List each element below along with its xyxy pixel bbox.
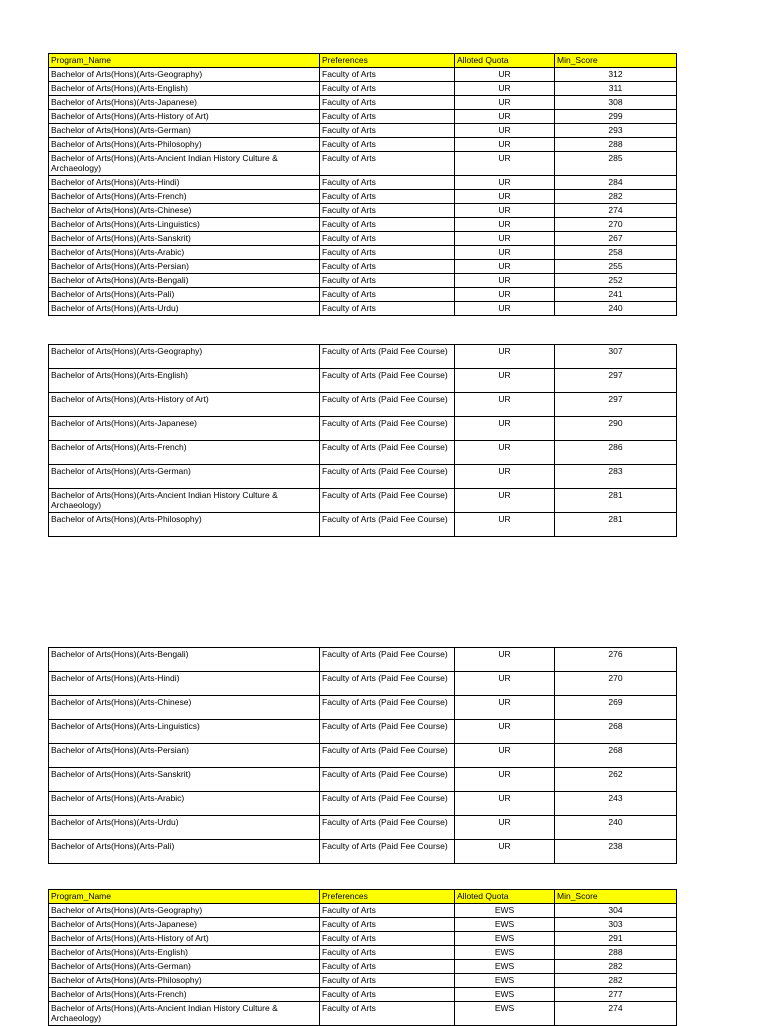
preferences-header: Preferences bbox=[320, 890, 455, 904]
table-row bbox=[49, 274, 677, 288]
alloted-quota-cell: EWS bbox=[455, 1002, 555, 1026]
table-row bbox=[49, 816, 677, 840]
min-score-cell: 276 bbox=[555, 648, 677, 672]
preferences-cell: Faculty of Arts bbox=[320, 82, 455, 96]
preferences-cell: Faculty of Arts bbox=[320, 138, 455, 152]
preferences-cell: Faculty of Arts (Paid Fee Course) bbox=[320, 369, 455, 393]
table-row bbox=[49, 465, 677, 489]
program-name-cell: Bachelor of Arts(Hons)(Arts-Ancient Indian History Culture & Archaeology) bbox=[49, 1002, 320, 1026]
table-row bbox=[49, 260, 677, 274]
table-row bbox=[49, 840, 677, 864]
preferences-cell: Faculty of Arts bbox=[320, 68, 455, 82]
program-name-cell: Bachelor of Arts(Hons)(Arts-Linguistics) bbox=[49, 218, 320, 232]
preferences-cell: Faculty of Arts (Paid Fee Course) bbox=[320, 513, 455, 537]
alloted-quota-cell: UR bbox=[455, 138, 555, 152]
alloted-quota-cell: UR bbox=[455, 302, 555, 316]
alloted-quota-cell: UR bbox=[455, 513, 555, 537]
alloted-quota-cell: EWS bbox=[455, 932, 555, 946]
table-row bbox=[49, 489, 677, 513]
preferences-cell: Faculty of Arts (Paid Fee Course) bbox=[320, 840, 455, 864]
preferences-cell: Faculty of Arts bbox=[320, 246, 455, 260]
program-name-cell: Bachelor of Arts(Hons)(Arts-German) bbox=[49, 465, 320, 489]
min-score-cell: 243 bbox=[555, 792, 677, 816]
program-name-cell: Bachelor of Arts(Hons)(Arts-French) bbox=[49, 190, 320, 204]
program-name-cell: Bachelor of Arts(Hons)(Arts-Philosophy) bbox=[49, 138, 320, 152]
program-name-cell: Bachelor of Arts(Hons)(Arts-Urdu) bbox=[49, 816, 320, 840]
min-score-cell: 262 bbox=[555, 768, 677, 792]
program-name-cell: Bachelor of Arts(Hons)(Arts-English) bbox=[49, 82, 320, 96]
table-row bbox=[49, 720, 677, 744]
preferences-cell: Faculty of Arts bbox=[320, 232, 455, 246]
alloted-quota-cell: UR bbox=[455, 744, 555, 768]
table-row bbox=[49, 218, 677, 232]
min-score-cell: 299 bbox=[555, 110, 677, 124]
preferences-cell: Faculty of Arts bbox=[320, 190, 455, 204]
min-score-cell: 286 bbox=[555, 441, 677, 465]
min-score-cell: 269 bbox=[555, 696, 677, 720]
alloted-quota-cell: UR bbox=[455, 232, 555, 246]
preferences-cell: Faculty of Arts bbox=[320, 176, 455, 190]
program-name-cell: Bachelor of Arts(Hons)(Arts-Japanese) bbox=[49, 417, 320, 441]
program-name-cell: Bachelor of Arts(Hons)(Arts-Bengali) bbox=[49, 274, 320, 288]
min-score-cell: 277 bbox=[555, 988, 677, 1002]
program-name-cell: Bachelor of Arts(Hons)(Arts-French) bbox=[49, 441, 320, 465]
min-score-cell: 238 bbox=[555, 840, 677, 864]
min-score-cell: 281 bbox=[555, 513, 677, 537]
table-row bbox=[49, 369, 677, 393]
preferences-cell: Faculty of Arts bbox=[320, 204, 455, 218]
table-row bbox=[49, 974, 677, 988]
alloted-quota-cell: UR bbox=[455, 648, 555, 672]
min-score-cell: 284 bbox=[555, 176, 677, 190]
alloted-quota-cell: UR bbox=[455, 68, 555, 82]
preferences-cell: Faculty of Arts (Paid Fee Course) bbox=[320, 672, 455, 696]
alloted-quota-cell: UR bbox=[455, 190, 555, 204]
min-score-cell: 282 bbox=[555, 974, 677, 988]
program-name-cell: Bachelor of Arts(Hons)(Arts-French) bbox=[49, 988, 320, 1002]
alloted-quota-cell: UR bbox=[455, 204, 555, 218]
table-row bbox=[49, 110, 677, 124]
program-name-cell: Bachelor of Arts(Hons)(Arts-Hindi) bbox=[49, 672, 320, 696]
table-row bbox=[49, 441, 677, 465]
header-row bbox=[49, 890, 677, 904]
min-score-cell: 270 bbox=[555, 218, 677, 232]
alloted-quota-cell: EWS bbox=[455, 988, 555, 1002]
table-row bbox=[49, 138, 677, 152]
min-score-cell: 307 bbox=[555, 345, 677, 369]
program-name-cell: Bachelor of Arts(Hons)(Arts-Linguistics) bbox=[49, 720, 320, 744]
min-score-cell: 240 bbox=[555, 302, 677, 316]
min-score-cell: 240 bbox=[555, 816, 677, 840]
alloted-quota-cell: UR bbox=[455, 816, 555, 840]
program-name-cell: Bachelor of Arts(Hons)(Arts-Pali) bbox=[49, 840, 320, 864]
table-row bbox=[49, 932, 677, 946]
table-row bbox=[49, 648, 677, 672]
table-row bbox=[49, 302, 677, 316]
table-row bbox=[49, 904, 677, 918]
preferences-cell: Faculty of Arts bbox=[320, 960, 455, 974]
alloted-quota-cell: UR bbox=[455, 246, 555, 260]
alloted-quota-cell: UR bbox=[455, 260, 555, 274]
preferences-cell: Faculty of Arts bbox=[320, 260, 455, 274]
table-row bbox=[49, 124, 677, 138]
min-score-cell: 288 bbox=[555, 138, 677, 152]
preferences-cell: Faculty of Arts (Paid Fee Course) bbox=[320, 744, 455, 768]
program-name-cell: Bachelor of Arts(Hons)(Arts-Bengali) bbox=[49, 648, 320, 672]
alloted-quota-cell: UR bbox=[455, 369, 555, 393]
program-name-cell: Bachelor of Arts(Hons)(Arts-History of Art) bbox=[49, 110, 320, 124]
preferences-cell: Faculty of Arts (Paid Fee Course) bbox=[320, 816, 455, 840]
table-row bbox=[49, 96, 677, 110]
preferences-cell: Faculty of Arts (Paid Fee Course) bbox=[320, 441, 455, 465]
preferences-cell: Faculty of Arts bbox=[320, 918, 455, 932]
preferences-cell: Faculty of Arts (Paid Fee Course) bbox=[320, 345, 455, 369]
table-row bbox=[49, 204, 677, 218]
table-row bbox=[49, 345, 677, 369]
alloted-quota-cell: UR bbox=[455, 696, 555, 720]
preferences-cell: Faculty of Arts (Paid Fee Course) bbox=[320, 768, 455, 792]
table-row bbox=[49, 417, 677, 441]
min-score-cell: 268 bbox=[555, 720, 677, 744]
program-name-cell: Bachelor of Arts(Hons)(Arts-Ancient Indian History Culture & Archaeology) bbox=[49, 152, 320, 176]
alloted-quota-header: Alloted Quota bbox=[455, 54, 555, 68]
min-score-cell: 283 bbox=[555, 465, 677, 489]
preferences-cell: Faculty of Arts bbox=[320, 152, 455, 176]
alloted-quota-cell: UR bbox=[455, 768, 555, 792]
preferences-cell: Faculty of Arts (Paid Fee Course) bbox=[320, 465, 455, 489]
table-row bbox=[49, 152, 677, 176]
table-row bbox=[49, 246, 677, 260]
alloted-quota-cell: UR bbox=[455, 345, 555, 369]
preferences-cell: Faculty of Arts (Paid Fee Course) bbox=[320, 648, 455, 672]
table-row bbox=[49, 960, 677, 974]
alloted-quota-cell: EWS bbox=[455, 974, 555, 988]
min-score-cell: 274 bbox=[555, 1002, 677, 1026]
min-score-header: Min_Score bbox=[555, 54, 677, 68]
table-row bbox=[49, 768, 677, 792]
preferences-cell: Faculty of Arts bbox=[320, 932, 455, 946]
header-row bbox=[49, 54, 677, 68]
min-score-cell: 267 bbox=[555, 232, 677, 246]
alloted-quota-cell: UR bbox=[455, 393, 555, 417]
preferences-cell: Faculty of Arts bbox=[320, 1002, 455, 1026]
program-name-header: Program_Name bbox=[49, 890, 320, 904]
alloted-quota-cell: UR bbox=[455, 218, 555, 232]
program-name-cell: Bachelor of Arts(Hons)(Arts-English) bbox=[49, 946, 320, 960]
min-score-cell: 288 bbox=[555, 946, 677, 960]
preferences-cell: Faculty of Arts bbox=[320, 904, 455, 918]
alloted-quota-cell: UR bbox=[455, 720, 555, 744]
table-row bbox=[49, 68, 677, 82]
table-row bbox=[49, 82, 677, 96]
alloted-quota-cell: UR bbox=[455, 465, 555, 489]
alloted-quota-cell: UR bbox=[455, 110, 555, 124]
ur-paid-fee-table-2 bbox=[48, 647, 677, 864]
program-name-cell: Bachelor of Arts(Hons)(Arts-German) bbox=[49, 124, 320, 138]
alloted-quota-cell: UR bbox=[455, 274, 555, 288]
table-row bbox=[49, 672, 677, 696]
program-name-cell: Bachelor of Arts(Hons)(Arts-Geography) bbox=[49, 68, 320, 82]
program-name-cell: Bachelor of Arts(Hons)(Arts-Japanese) bbox=[49, 96, 320, 110]
min-score-cell: 241 bbox=[555, 288, 677, 302]
min-score-cell: 304 bbox=[555, 904, 677, 918]
min-score-header: Min_Score bbox=[555, 890, 677, 904]
alloted-quota-cell: UR bbox=[455, 441, 555, 465]
preferences-cell: Faculty of Arts bbox=[320, 96, 455, 110]
preferences-cell: Faculty of Arts (Paid Fee Course) bbox=[320, 489, 455, 513]
program-name-cell: Bachelor of Arts(Hons)(Arts-Geography) bbox=[49, 345, 320, 369]
min-score-cell: 291 bbox=[555, 932, 677, 946]
table-row bbox=[49, 190, 677, 204]
alloted-quota-cell: UR bbox=[455, 672, 555, 696]
min-score-cell: 255 bbox=[555, 260, 677, 274]
min-score-cell: 270 bbox=[555, 672, 677, 696]
preferences-cell: Faculty of Arts bbox=[320, 946, 455, 960]
preferences-cell: Faculty of Arts bbox=[320, 274, 455, 288]
ews-cutoff-table bbox=[48, 889, 677, 1026]
min-score-cell: 282 bbox=[555, 960, 677, 974]
program-name-cell: Bachelor of Arts(Hons)(Arts-Philosophy) bbox=[49, 974, 320, 988]
alloted-quota-cell: UR bbox=[455, 176, 555, 190]
alloted-quota-cell: UR bbox=[455, 489, 555, 513]
min-score-cell: 303 bbox=[555, 918, 677, 932]
ur-cutoff-table bbox=[48, 53, 677, 316]
alloted-quota-cell: EWS bbox=[455, 904, 555, 918]
preferences-cell: Faculty of Arts (Paid Fee Course) bbox=[320, 720, 455, 744]
table-row bbox=[49, 918, 677, 932]
preferences-cell: Faculty of Arts bbox=[320, 124, 455, 138]
program-name-cell: Bachelor of Arts(Hons)(Arts-Urdu) bbox=[49, 302, 320, 316]
alloted-quota-cell: UR bbox=[455, 417, 555, 441]
table-row bbox=[49, 288, 677, 302]
min-score-cell: 281 bbox=[555, 489, 677, 513]
table-row bbox=[49, 696, 677, 720]
alloted-quota-cell: EWS bbox=[455, 918, 555, 932]
preferences-cell: Faculty of Arts bbox=[320, 988, 455, 1002]
program-name-header: Program_Name bbox=[49, 54, 320, 68]
preferences-cell: Faculty of Arts (Paid Fee Course) bbox=[320, 393, 455, 417]
program-name-cell: Bachelor of Arts(Hons)(Arts-German) bbox=[49, 960, 320, 974]
ur-paid-fee-table-1 bbox=[48, 344, 677, 537]
table-row bbox=[49, 988, 677, 1002]
table-row bbox=[49, 1002, 677, 1026]
alloted-quota-cell: UR bbox=[455, 152, 555, 176]
program-name-cell: Bachelor of Arts(Hons)(Arts-Chinese) bbox=[49, 696, 320, 720]
min-score-cell: 297 bbox=[555, 393, 677, 417]
min-score-cell: 312 bbox=[555, 68, 677, 82]
alloted-quota-cell: UR bbox=[455, 840, 555, 864]
min-score-cell: 274 bbox=[555, 204, 677, 218]
program-name-cell: Bachelor of Arts(Hons)(Arts-History of Art) bbox=[49, 393, 320, 417]
preferences-cell: Faculty of Arts (Paid Fee Course) bbox=[320, 417, 455, 441]
program-name-cell: Bachelor of Arts(Hons)(Arts-Sanskrit) bbox=[49, 232, 320, 246]
preferences-cell: Faculty of Arts bbox=[320, 974, 455, 988]
alloted-quota-cell: UR bbox=[455, 82, 555, 96]
preferences-cell: Faculty of Arts bbox=[320, 218, 455, 232]
min-score-cell: 297 bbox=[555, 369, 677, 393]
program-name-cell: Bachelor of Arts(Hons)(Arts-History of Art) bbox=[49, 932, 320, 946]
min-score-cell: 268 bbox=[555, 744, 677, 768]
min-score-cell: 258 bbox=[555, 246, 677, 260]
program-name-cell: Bachelor of Arts(Hons)(Arts-Chinese) bbox=[49, 204, 320, 218]
table-row bbox=[49, 232, 677, 246]
alloted-quota-cell: UR bbox=[455, 124, 555, 138]
preferences-cell: Faculty of Arts bbox=[320, 288, 455, 302]
preferences-cell: Faculty of Arts bbox=[320, 110, 455, 124]
program-name-cell: Bachelor of Arts(Hons)(Arts-Persian) bbox=[49, 744, 320, 768]
alloted-quota-cell: EWS bbox=[455, 960, 555, 974]
program-name-cell: Bachelor of Arts(Hons)(Arts-Sanskrit) bbox=[49, 768, 320, 792]
min-score-cell: 252 bbox=[555, 274, 677, 288]
alloted-quota-cell: UR bbox=[455, 96, 555, 110]
program-name-cell: Bachelor of Arts(Hons)(Arts-Geography) bbox=[49, 904, 320, 918]
table-row bbox=[49, 744, 677, 768]
table-row bbox=[49, 792, 677, 816]
min-score-cell: 290 bbox=[555, 417, 677, 441]
program-name-cell: Bachelor of Arts(Hons)(Arts-Pali) bbox=[49, 288, 320, 302]
preferences-cell: Faculty of Arts (Paid Fee Course) bbox=[320, 696, 455, 720]
table-row bbox=[49, 393, 677, 417]
table-row bbox=[49, 176, 677, 190]
program-name-cell: Bachelor of Arts(Hons)(Arts-English) bbox=[49, 369, 320, 393]
table-row bbox=[49, 946, 677, 960]
preferences-cell: Faculty of Arts (Paid Fee Course) bbox=[320, 792, 455, 816]
program-name-cell: Bachelor of Arts(Hons)(Arts-Japanese) bbox=[49, 918, 320, 932]
program-name-cell: Bachelor of Arts(Hons)(Arts-Arabic) bbox=[49, 792, 320, 816]
min-score-cell: 282 bbox=[555, 190, 677, 204]
min-score-cell: 293 bbox=[555, 124, 677, 138]
program-name-cell: Bachelor of Arts(Hons)(Arts-Ancient Indian History Culture & Archaeology) bbox=[49, 489, 320, 513]
min-score-cell: 311 bbox=[555, 82, 677, 96]
alloted-quota-cell: UR bbox=[455, 792, 555, 816]
program-name-cell: Bachelor of Arts(Hons)(Arts-Persian) bbox=[49, 260, 320, 274]
program-name-cell: Bachelor of Arts(Hons)(Arts-Arabic) bbox=[49, 246, 320, 260]
table-row bbox=[49, 513, 677, 537]
alloted-quota-cell: EWS bbox=[455, 946, 555, 960]
min-score-cell: 285 bbox=[555, 152, 677, 176]
program-name-cell: Bachelor of Arts(Hons)(Arts-Hindi) bbox=[49, 176, 320, 190]
preferences-header: Preferences bbox=[320, 54, 455, 68]
preferences-cell: Faculty of Arts bbox=[320, 302, 455, 316]
min-score-cell: 308 bbox=[555, 96, 677, 110]
alloted-quota-cell: UR bbox=[455, 288, 555, 302]
alloted-quota-header: Alloted Quota bbox=[455, 890, 555, 904]
program-name-cell: Bachelor of Arts(Hons)(Arts-Philosophy) bbox=[49, 513, 320, 537]
